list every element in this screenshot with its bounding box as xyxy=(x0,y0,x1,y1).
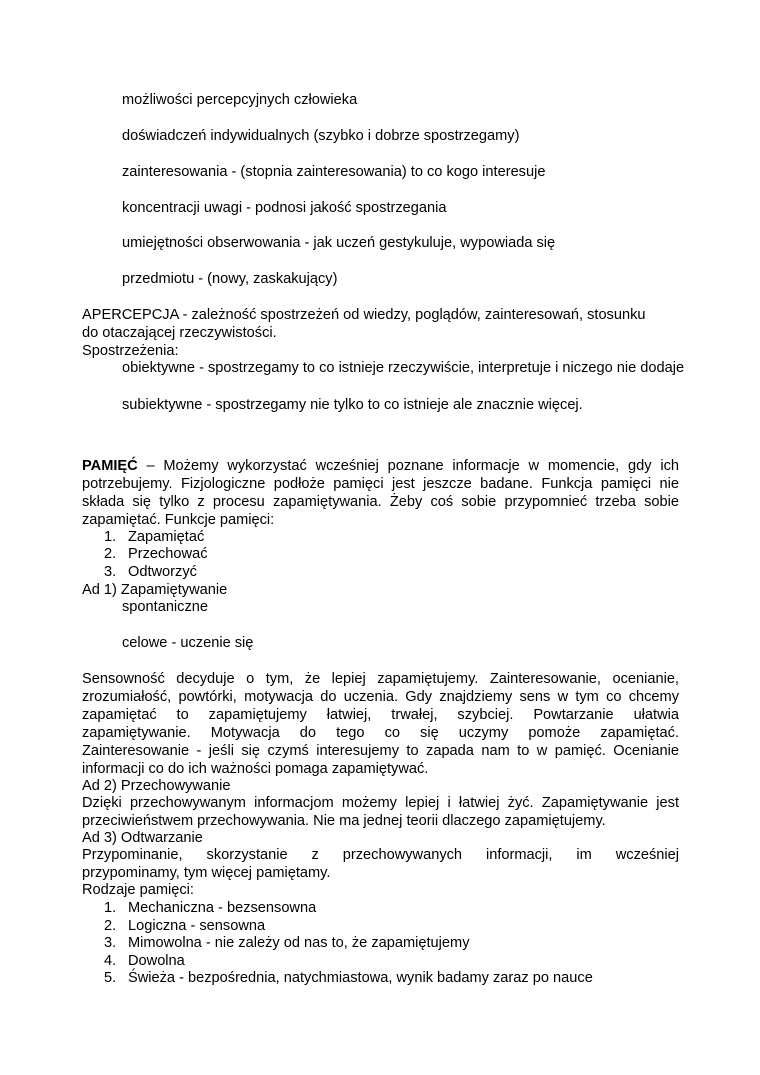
ad2-row: przeciwieństwem przechowywania. Nie ma jednej teorii dlaczego zapamiętujemy. xyxy=(82,813,606,829)
rodzaje-item: 1. Mechaniczna - bezsensowna xyxy=(104,900,317,916)
rodzaje-item: 3. Mimowolna - nie zależy od nas to, że zapamiętujemy xyxy=(104,935,470,951)
ad3-paragraph xyxy=(82,846,679,882)
spostrzezenia-heading: Spostrzeżenia: xyxy=(82,343,179,359)
ad1-heading: Ad 1) Zapamiętywanie xyxy=(82,582,228,598)
function-item: 3. Odtworzyć xyxy=(104,564,197,580)
ad1-row: Zainteresowanie - jeśli się czymś interesujemy to zapada nam to w pamięć. Ocenianie xyxy=(82,743,679,759)
ad1-paragraph xyxy=(82,670,679,778)
ad1-item: celowe - uczenie się xyxy=(122,635,254,651)
rodzaje-item: 4. Dowolna xyxy=(104,953,185,969)
ad3-heading: Ad 3) Odtwarzanie xyxy=(82,830,203,846)
rodzaje-item: 5. Świeża - bezpośrednia, natychmiastowa, wynik badamy zaraz po nauce xyxy=(104,970,593,986)
ad1-row: informacji co do ich ważności pomaga zapamiętywać. xyxy=(82,761,429,777)
ad2-row: Dzięki przechowywanym informacjom możemy lepiej i łatwiej żyć. Zapamiętywanie jest xyxy=(82,795,679,811)
factor-item: możliwości percepcyjnych człowieka xyxy=(122,92,358,108)
ad2-heading: Ad 2) Przechowywanie xyxy=(82,778,231,794)
ad3-row: Przypominanie, skorzystanie z przechowywanych informacji, im wcześniej xyxy=(82,847,679,863)
function-item: 2. Przechować xyxy=(104,546,208,562)
ad1-row: zrozumiałość, powtórki, motywacja do uczenia. Gdy znajdziemy sens w tym co chcemy xyxy=(82,689,679,705)
function-item: 1. Zapamiętać xyxy=(104,529,205,545)
rodzaje-heading: Rodzaje pamięci: xyxy=(82,882,194,898)
pamiec-row: zapamiętać. Funkcje pamięci: xyxy=(82,512,275,528)
factor-item: umiejętności obserwowania - jak uczeń gestykuluje, wypowiada się xyxy=(122,235,556,251)
spostrzezenia-objective: obiektywne - spostrzegamy to co istnieje rzeczywiście, interpretuje i niczego nie dodaje xyxy=(122,360,685,376)
spostrzezenia-subjective: subiektywne - spostrzegamy nie tylko to co istnieje ale znacznie więcej. xyxy=(122,397,583,413)
ad1-row: Sensowność decyduje o tym, że lepiej zapamiętujemy. Zainteresowanie, ocenianie, xyxy=(82,671,679,687)
pamiec-row: PAMIĘĆ – Możemy wykorzystać wcześniej poznane informacje w momencie, gdy ich xyxy=(82,458,679,474)
ad1-row: zapamiętać to zapamiętujemy łatwiej, trwałej, szybciej. Powtarzanie ułatwia xyxy=(82,707,679,723)
rodzaje-item: 2. Logiczna - sensowna xyxy=(104,918,266,934)
pamiec-row: potrzebujemy. Fizjologiczne podłoże pamięci jest jeszcze badane. Funkcja pamięci nie xyxy=(82,476,679,492)
factor-item: doświadczeń indywidualnych (szybko i dobrze spostrzegamy) xyxy=(122,128,520,144)
ad1-row: zapamiętywanie. Motywacja do tego co się uczymy pomoże zapamiętać. xyxy=(82,725,679,741)
ad3-row: przypominamy, tym więcej pamiętamy. xyxy=(82,865,331,881)
apercepcja-line-1: APERCEPCJA - zależność spostrzeżeń od wiedzy, poglądów, zainteresowań, stosunku xyxy=(82,307,646,323)
pamiec-paragraph xyxy=(82,457,679,529)
pamiec-term: PAMIĘĆ xyxy=(82,458,138,474)
apercepcja-line-2: do otaczającej rzeczywistości. xyxy=(82,325,277,341)
factor-item: zainteresowania - (stopnia zainteresowania) to co kogo interesuje xyxy=(122,164,546,180)
factor-item: przedmiotu - (nowy, zaskakujący) xyxy=(122,271,338,287)
pamiec-row: składa się tylko z procesu zapamiętywania. Żeby coś sobie przypomnieć trzeba sobie xyxy=(82,494,679,510)
ad1-item: spontaniczne xyxy=(122,599,209,615)
factor-item: koncentracji uwagi - podnosi jakość spostrzegania xyxy=(122,200,447,216)
ad2-paragraph xyxy=(82,794,679,830)
